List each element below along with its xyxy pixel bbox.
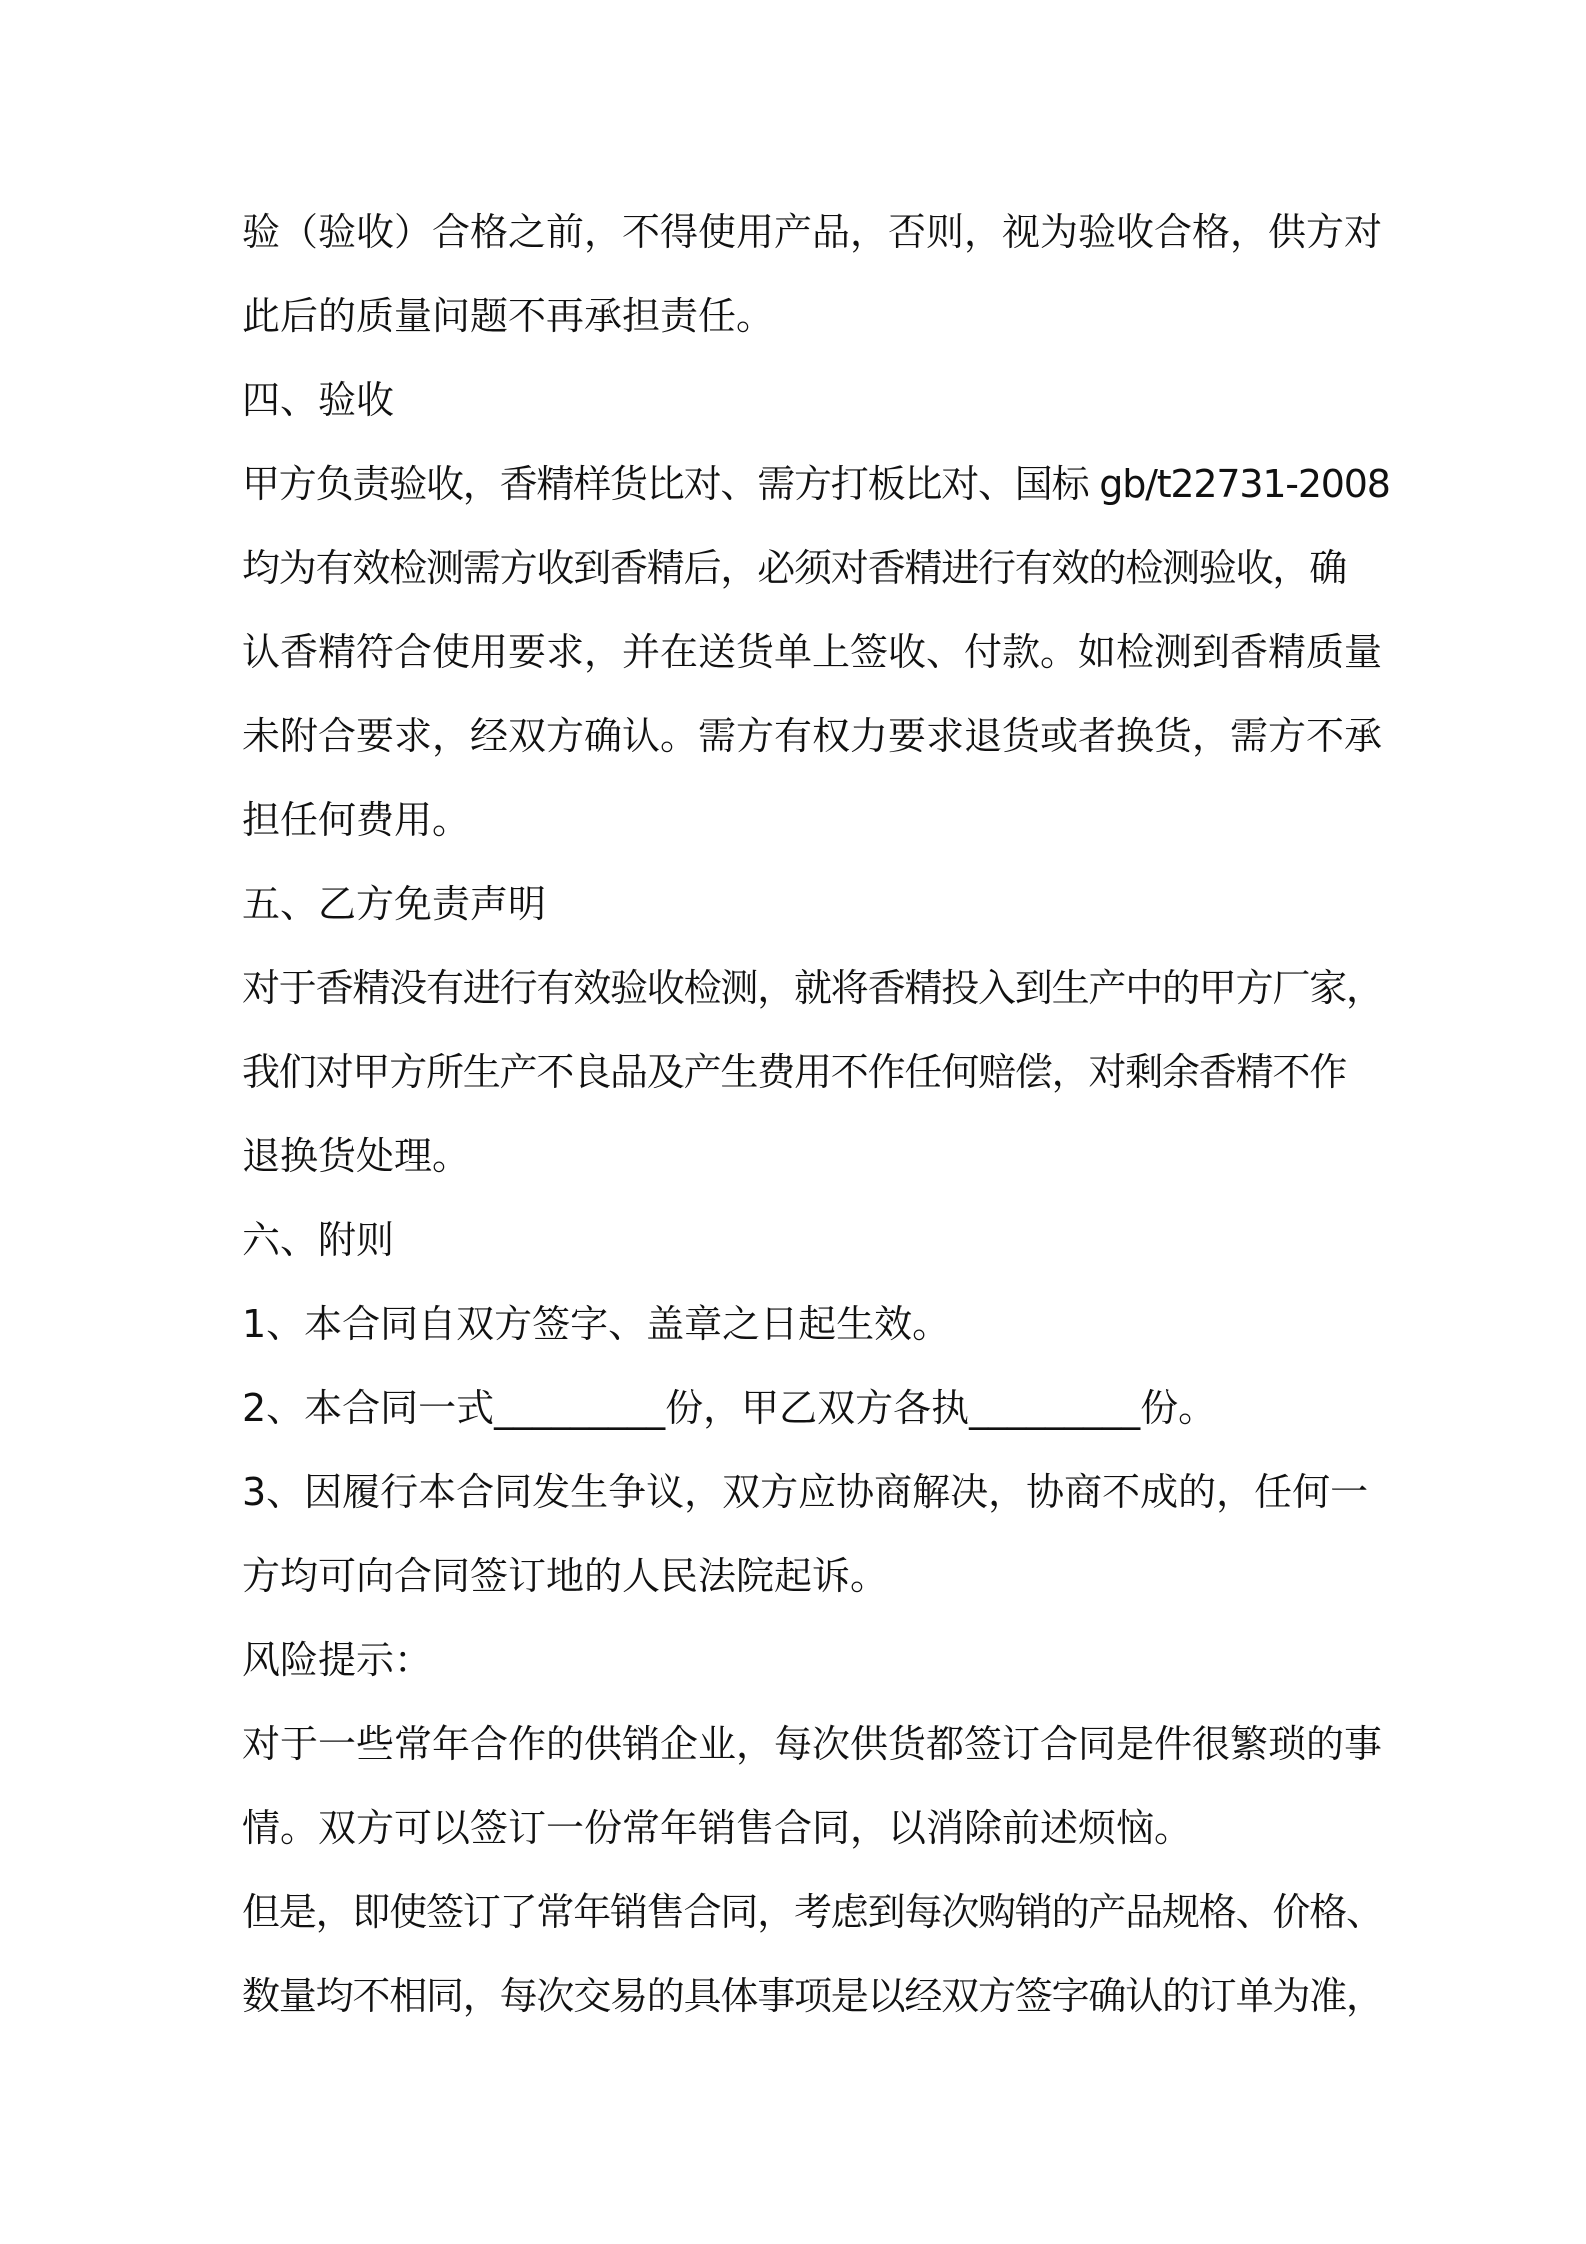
paragraph-line: 此后的质量问题不再承担责任。 [242,294,775,338]
clause-line: 2、本合同一式_________份，甲乙双方各执_________份。 [242,1386,1217,1430]
document-body [242,194,1390,2042]
paragraph-line: 退换货处理。 [242,1134,471,1178]
paragraph-line: 未附合要求，经双方确认。需方有权力要求退货或者换货，需方不承 [242,714,1383,758]
paragraph-line: 对于一些常年合作的供销企业，每次供货都签订合同是件很繁琐的事 [242,1722,1383,1766]
paragraph-line: 均为有效检测需方收到香精后，必须对香精进行有效的检测验收，确 [242,546,1347,590]
section-heading: 六、附则 [242,1218,395,1262]
paragraph-line: 但是，即使签订了常年销售合同，考虑到每次购销的产品规格、价格、 [242,1890,1383,1934]
section-heading: 五、乙方免责声明 [242,882,547,926]
paragraph-line: 甲方负责验收，香精样货比对、需方打板比对、国标 gb/t22731-2008 [242,462,1390,506]
paragraph-line: 担任何费用。 [242,798,471,842]
clause-line: 3、因履行本合同发生争议，双方应协商解决，协商不成的，任何一 [242,1470,1369,1514]
paragraph-line: 情。双方可以签订一份常年销售合同，以消除前述烦恼。 [242,1806,1193,1850]
paragraph-line: 认香精符合使用要求，并在送货单上签收、付款。如检测到香精质量 [242,630,1383,674]
clause-line: 1、本合同自双方签字、盖章之日起生效。 [242,1302,951,1346]
paragraph-line: 验（验收）合格之前，不得使用产品，否则，视为验收合格，供方对 [242,210,1383,254]
clause-line: 方均可向合同签订地的人民法院起诉。 [242,1554,889,1598]
paragraph-line: 对于香精没有进行有效验收检测，就将香精投入到生产中的甲方厂家， [242,966,1383,1010]
section-heading: 风险提示： [242,1638,433,1682]
section-heading: 四、验收 [242,378,395,422]
paragraph-line: 我们对甲方所生产不良品及产生费用不作任何赔偿，对剩余香精不作 [242,1050,1347,1094]
paragraph-line: 数量均不相同，每次交易的具体事项是以经双方签字确认的订单为准， [242,1974,1383,2018]
